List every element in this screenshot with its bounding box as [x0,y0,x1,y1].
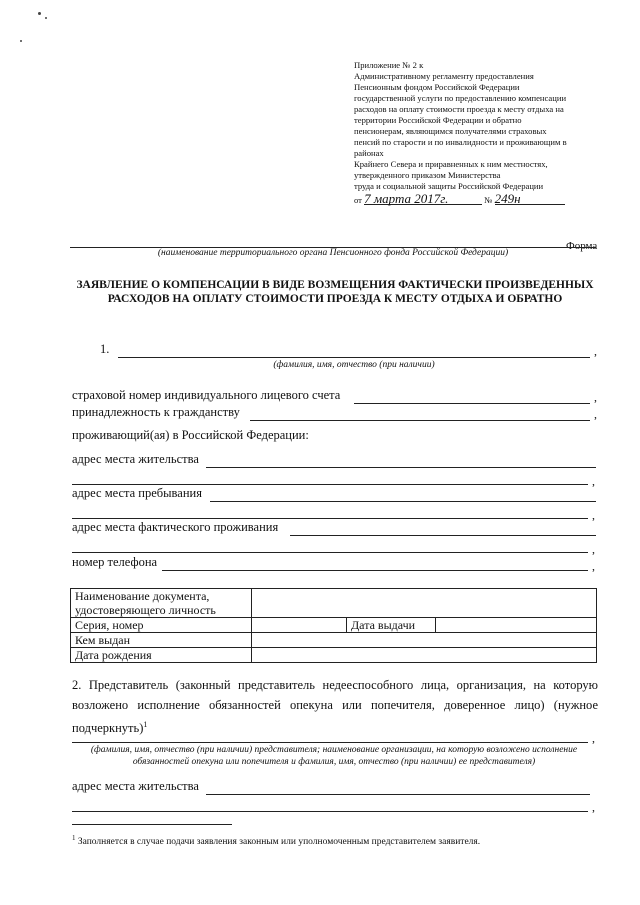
pfr-body-name-field[interactable] [70,232,596,248]
footnote [72,834,480,847]
appendix-line: Пенсионным фондом Российской Федерации [354,82,520,92]
issued-by-label: Кем выдан [71,633,252,648]
series-label: Серия, номер [71,618,252,633]
comma: , [594,344,597,358]
appendix-line: пенсионерам, являющимся получателями страховых [354,126,547,136]
page-title: ЗАЯВЛЕНИЕ О КОМПЕНСАЦИИ В ВИДЕ ВОЗМЕЩЕНИЯ ФАКТИЧЕСКИ ПРОИЗВЕДЕННЫХ РАСХОДОВ НА ОПЛАТУ СТОИМОСТИ ПРОЕЗДА К МЕСТУ ОТДЫХА И ОБРАТНО [76,279,594,305]
comma: , [594,390,597,404]
pfr-body-caption: (наименование территориального органа Пенсионного фонда Российской Федерации) [157,248,509,258]
address-actual-label: адрес места фактического проживания [72,520,279,534]
appendix-line: расходов на оплату стоимости проезда к месту отдыха на [354,104,564,114]
appendix-line: утвержденного приказом Министерства [354,170,501,180]
footnote-separator [72,824,232,825]
scan-speck [45,17,47,19]
appendix-line: государственной услуги по предоставлению компенсации [354,93,567,103]
series-cell[interactable] [252,618,347,633]
comma: , [592,542,595,556]
table-row [71,589,597,618]
order-date: 7 марта 2017г. [364,193,482,205]
appendix-line: Крайнего Севера и приравненных к ним местностях, [354,159,548,169]
issue-date-label: Дата выдачи [347,618,436,633]
appendix-line: территории Российской Федерации и обратно [354,115,522,125]
table-row [71,618,597,633]
address-residence-field-line2[interactable] [72,470,588,485]
phone-label: номер телефона [72,555,158,569]
scan-speck [38,12,41,15]
footnote-text: Заполняется в случае подачи заявления законным или уполномоченным представителем заявителя. [77,837,481,848]
rep-address-label: адрес места жительства [72,779,199,793]
snils-field[interactable] [354,388,590,404]
residing-label: проживающий(ая) в Российской Федерации: [72,428,309,442]
order-prefix: от [354,195,362,205]
order-line [354,193,600,206]
appendix-line: Приложение № 2 к [354,60,424,70]
representative-field[interactable] [72,728,588,743]
address-actual-field-line2[interactable] [72,538,588,553]
representative-caption: (фамилия, имя, отчество (при наличии) представителя; наименование организации, на которую возложено исполнение обязанностей опекуна или попечителя и фамилия, имя, отчество (при наличии) ее представителя) [90,745,578,767]
comma: , [592,800,595,814]
doc-name-label: Наименование документа, удостоверяющего личность [71,589,252,618]
rep-address-field-line2[interactable] [72,797,588,812]
table-row [71,648,597,663]
snils-label: страховой номер индивидуального лицевого счета [72,388,341,402]
citizenship-label: принадлежность к гражданству [72,405,240,419]
section2-paragraph: 2. Представитель (законный представитель недееспособного лица, организация, на которую возложено исполнение обязанностей опекуна или попечителя, доверенное лицо) (нужное подчеркнуть) [72,678,598,736]
footnote-mark: 1 [72,834,76,842]
applicant-name-caption: (фамилия, имя, отчество (при наличии) [273,360,435,370]
address-residence-label: адрес места жительства [72,452,199,466]
address-stay-field[interactable] [210,486,596,502]
appendix-line: труда и социальной защиты Российской Федерации [354,181,544,191]
table-row [71,633,597,648]
address-stay-label: адрес места пребывания [72,486,202,500]
comma: , [592,559,595,573]
forma-label: Форма [566,240,598,252]
appendix-block [354,60,600,206]
appendix-line: районах [354,148,384,158]
id-document-table [70,588,597,663]
comma: , [594,407,597,421]
scan-speck [20,40,22,42]
citizenship-field[interactable] [250,405,590,421]
footnote-ref: 1 [143,720,148,729]
birth-date-cell[interactable] [252,648,597,663]
address-stay-field-line2[interactable] [72,504,588,519]
issue-date-cell[interactable] [436,618,597,633]
rep-address-field[interactable] [206,779,590,795]
birth-date-label: Дата рождения [71,648,252,663]
order-number: 249н [495,193,565,205]
applicant-name-field[interactable] [118,342,590,358]
phone-field[interactable] [162,555,588,571]
appendix-line: Административному регламенту предоставления [354,71,534,81]
doc-name-cell[interactable] [252,589,597,618]
section1-number: 1. [100,342,110,356]
comma: , [592,508,595,522]
order-number-label: № [484,195,493,205]
address-residence-field[interactable] [206,452,596,468]
issued-by-cell[interactable] [252,633,597,648]
comma: , [592,474,595,488]
address-actual-field[interactable] [290,520,596,536]
appendix-line: пенсий по старости и по инвалидности и проживающим в [354,137,567,147]
comma: , [592,731,595,745]
